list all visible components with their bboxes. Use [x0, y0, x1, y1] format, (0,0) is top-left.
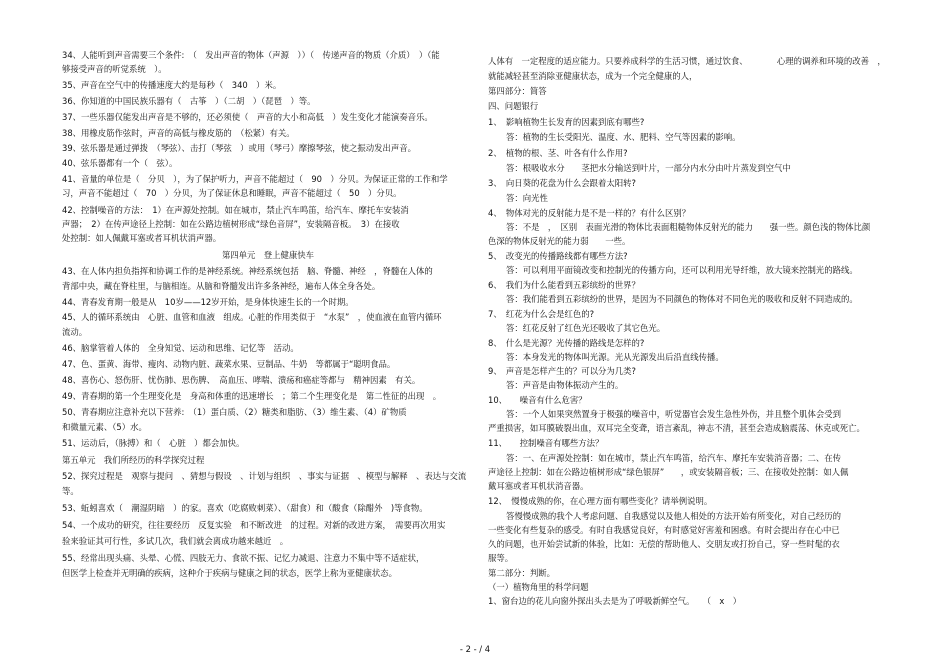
section-heading: （一）植物角里的科学问题 — [488, 582, 589, 592]
text-line: 验来验证其可行性，多试几次，我们就会离成功越来越近 。 — [62, 536, 289, 546]
text-line: 背部中央，藏在脊柱里，与脑相连。从脑和脊髓发出许多条神经，遍布人体全身各处。 — [62, 281, 381, 291]
text-line: 34、人能听到声音需要三个条件: （ 发出声音的物体（声源 ））（ 传递声音的物质（介质） ）（能 — [62, 50, 440, 60]
question-line: 9、 声音是怎样产生的？可以分为几类? — [488, 366, 636, 376]
answer-line: 答：向光性 — [506, 193, 548, 203]
question-line: 3、 向日葵的花盘为什么会跟着太阳转? — [488, 178, 636, 188]
answer-line: 答：一个人如果突然置身于极强的噪音中，听觉器官会发生急性外伤，并且整个肌体会受到 — [506, 409, 841, 419]
question-line: 7、 红花为什么会是红色的? — [488, 309, 595, 319]
text-line: 48、喜伤心、怒伤肝、忧伤肺、思伤脾、 高血压、哮喘、溃疡和癌症等都与 精神因素 有关。 — [62, 375, 421, 385]
answer-line: 一些变化有些复杂的感受。有时自我感觉良好，有时感觉好害羞和困惑。有时会提出存在心中已 — [488, 525, 840, 535]
text-line: 处控制：如人佩戴耳塞或者耳机状消声器。 — [62, 233, 222, 243]
text-line: 人体有 一定程度的适应能力。只要养成科学的生活习惯，通过饮食、 心理的调养和环境的改善 ， — [488, 56, 886, 66]
text-line: 42、控制噪音的方法： 1）在声源处控制。如在城市，禁止汽车鸣笛，给汽车、摩托车安装消 — [62, 205, 409, 215]
text-line: 45、人的循环系统由 心脏、血管和血液 组成。心脏的作用类似于 “水泵” ，使血液在血管内循环 — [62, 312, 442, 322]
text-line: 43、在人体内担负指挥和协调工作的是神经系统。神经系统包括 脑、脊髓、神经 ，脊髓在人体的 — [62, 266, 433, 276]
text-line: 和微量元素、（5）水。 — [62, 422, 147, 432]
text-line: 习，声音不能超过（ 70 ）分贝，为了保证休息和睡眠，声音不能超过（ 50 ）分贝。 — [62, 188, 402, 198]
text-line: 52、探究过程是 观察与提问 、猜想与假设 、计划与组织 、事实与证据 、模型与解释 、表达与交流 — [62, 471, 467, 481]
answer-line: 答：可以利用平面镜改变和控制光的传播方向，还可以利用光导纤维，放大镜来控制光的路线。 — [506, 265, 858, 275]
answer-line: 服等。 — [488, 553, 514, 563]
text-line: 等。 — [62, 486, 79, 496]
answer-line: 答：植物的生长受阳光、温度、水、肥料、空气等因素的影响。 — [506, 132, 741, 142]
text-line: 38、用橡皮筋作弦时，声音的高低与橡皮筋的 （松紧）有关。 — [62, 128, 295, 138]
answer-line: 色深的物体反射光的能力弱 一些。 — [488, 236, 631, 246]
text-line: 但医学上检查并无明确的疾病，这种介于疾病与健康之间的状态，医学上称为亚健康状态。 — [62, 568, 397, 578]
text-line: 37、一些乐器仅能发出声音是不够的，还必须使（ 声音的大小和高低 ）发生变化才能演奏音乐。 — [62, 112, 433, 122]
text-line: 53、蚯蚓喜欢（ 潮湿阴暗 ）的家。喜欢（吃腐败刺菜）、（甜食）和（酸食（除醋外 )等食物。 — [62, 503, 428, 513]
answer-line: 严重损害，如耳膜破裂出血，双耳完全变聋，语言紊乱，神志不清，甚至会造成脑震荡、休克或死亡。 — [488, 423, 865, 433]
question-line: 12、 慢慢成熟的你，在心理方面有哪些变化？请举例说明。 — [488, 496, 713, 506]
question-line: 11、 控制噪音有哪些方法？ — [488, 438, 604, 448]
text-line: 55、经常出现头痛、头晕、心慌、四肢无力、食欲不振、记忆力减退、注意力不集中等不适症状， — [62, 553, 425, 563]
question-line: 6、 我们为什么能看到五彩缤纷的世界？ — [488, 280, 640, 290]
text-line: 41、音量的单位是（ 分贝 ），为了保护听力，声音不能超过（ 90 ）分贝。为保证正常的工作和学 — [62, 174, 448, 184]
answer-line: 答：我们能看到五彩缤纷的世界，是因为不同颜色的物体对不同色光的吸收和反射不同造成的。 — [506, 294, 858, 304]
text-line: 44、青春发育期一般是从 10岁——12岁开始，是身体快速生长的一个时期。 — [62, 297, 354, 307]
answer-line: 答：不是 ， 区别 表面光滑的物体比表面粗糙物体反射光的能力 强一些。颜色浅的物体比颜 — [506, 222, 871, 232]
text-line: 46、脑掌管着人体的 全身知觉、运动和思维、记忆等 活动。 — [62, 343, 299, 353]
text-line: 够接受声音的听觉系统 ）。 — [62, 64, 167, 74]
text-line: 36、你知道的中国民族乐器有（ 古筝 ）（二胡 ）（琵琶 ）等。 — [62, 96, 316, 106]
question-line: 1、 影响植物生长发育的因素到底有哪些? — [488, 117, 645, 127]
question-line: 10、 噪音有什么危害？ — [488, 395, 587, 405]
text-line: 54、一个成功的研究，往往要经历 反复实验 和不断改进 的过程。对新的改进方案， 需要再次用实 — [62, 520, 446, 530]
section-heading: 第五单元 我们所经历的科学探究过程 — [62, 455, 205, 465]
answer-line: 久的问题，也开始尝试新的体验，比如：无偿的帮助他人、交朋友或打扮自己，穿一些时髦的衣 — [488, 539, 840, 549]
text-line: 声器； 2）在传声途径上控制：如在公路边植树形成“绿色音屏”，安装隔音板。 3）在接收 — [62, 219, 400, 229]
answer-line: 答：根吸收水分 茎把水分输送到叶片，一部分内水分由叶片蒸发到空气中 — [506, 163, 791, 173]
text-line: 39、弦乐器是通过弹拨 （琴弦）、击打（琴弦 ）或用（琴弓）摩擦琴弦，使之振动发出声音。 — [62, 143, 417, 153]
question-line: 1、窗台边的花儿向窗外探出头去是为了呼吸新鲜空气。 （ x ） — [488, 596, 742, 606]
text-line: 51、运动后，（脉搏）和（ 心脏 ）都会加快。 — [62, 438, 245, 448]
text-line: 流动。 — [62, 327, 88, 337]
section-heading: 第四单元 登上健康快车 — [221, 250, 315, 260]
answer-line: 答：声音是由物体振动产生的。 — [506, 380, 624, 390]
text-line: 50、青春期应注意补充以下营养: （1）蛋白质、（2）糖类和脂肪、（3）维生素、（4）矿物质 — [62, 407, 407, 417]
answer-line: 答：本身发光的物体叫光源。光从光源发出后沿直线传播。 — [506, 352, 724, 362]
answer-line: 声途径上控制：如在公路边植树形成“绿色银屏” ，或安装隔音板；三、在接收处控制：如人佩 — [488, 467, 849, 477]
text-line: 49、青春期的第一个生理变化是 身高和体重的迅速增长 ；第二个生理变化是 第二性征的出现 。 — [62, 391, 442, 401]
section-heading: 第二部分：判断。 — [488, 568, 555, 578]
section-heading: 四、问题银行 — [488, 101, 539, 111]
question-line: 8、 什么是光源？光传播的路线是怎样的? — [488, 338, 645, 348]
text-line: 47、色、蛋黄、海带、瘦肉、动物内脏、蔬菜水果、豆制品、牛奶 等都属于“聪明食品。 — [62, 359, 396, 369]
question-line: 4、 物体对光的反射能力是不是一样的？有什么区别？ — [488, 208, 691, 218]
answer-line: 答慢慢成熟的我个人考虑问题、自我感觉以及他人相处的方法开始有所变化，对自己经历的 — [506, 511, 841, 521]
answer-line: 答：红花反射了红色光还吸收了其它色光。 — [506, 323, 666, 333]
text-line: 40、弦乐器都有一个（ 弦）。 — [62, 158, 178, 168]
text-line: 35、声音在空气中的传播速度大约是每秒（ 340 ）米。 — [62, 80, 282, 90]
question-line: 5、 改变光的传播路线都有哪些方法? — [488, 251, 628, 261]
text-line: 就能减轻甚至消除亚健康状态，成为一个完全健康的人， — [488, 71, 698, 81]
question-line: 2、 植物的根、茎、叶各有什么作用? — [488, 148, 628, 158]
answer-line: 答：一、在声源处控制：如在城市，禁止汽车鸣笛，给汽车、摩托车安装消音器；二、在传 — [506, 453, 841, 463]
answer-line: 戴耳塞或者耳机状消音器。 — [488, 481, 589, 491]
page-number: - 2 - / 4 — [459, 644, 491, 654]
section-heading: 第四部分：简答 — [488, 86, 547, 96]
